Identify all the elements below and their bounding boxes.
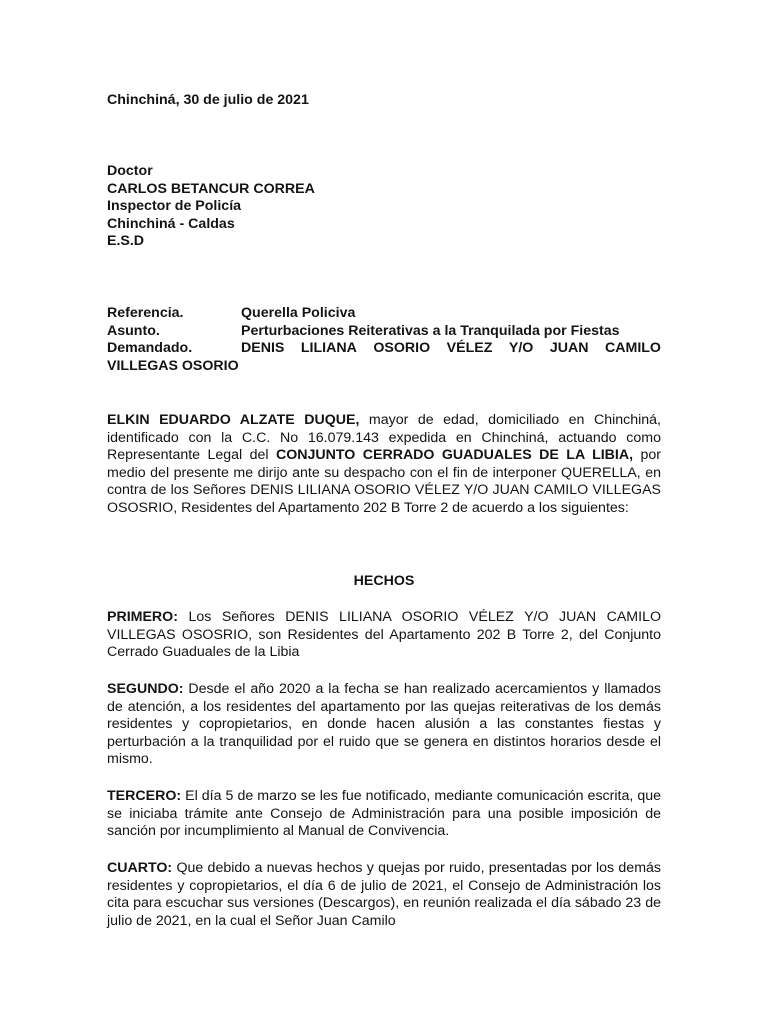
date-line: Chinchiná, 30 de julio de 2021 [107,92,309,108]
claimant-name: ELKIN EDUARDO ALZATE DUQUE, [107,412,360,428]
reference-block [107,305,661,375]
organization-name: CONJUNTO CERRADO GUADUALES DE LA LIBIA, [275,447,634,464]
addressee-esd: E.S.D [107,233,145,250]
fact-paragraph [107,788,661,841]
fact-paragraph [107,609,661,662]
intro-paragraph [107,412,661,518]
fact-paragraph [107,681,661,769]
intro-text-1: mayor de edad, domiciliado en Chinchiná, identificado con la C.C. No 16.079.143 expedida en Chinchiná, actuando como Representante Legal del [107,412,661,464]
fact-text: Desde el año 2020 a la fecha se han realizado acercamientos y llamados de atención, a los residentes del apartamento por las quejas reiterativas de los demás residentes y copropietarios, en donde hacen alusión a las constantes fiestas y perturbación a la tranquilidad por el ruido que se genera en distintos horarios desde el mismo. [107,681,661,768]
subject-value: Perturbaciones Reiterativas a la Tranquilada por Fiestas [241,322,620,339]
fact-label: TERCERO: [107,788,182,804]
fact-label: CUARTO: [107,860,173,876]
defendant-row [107,340,661,358]
fact-label: SEGUNDO: [107,681,184,697]
defendant-word: OSORIO [373,340,431,357]
defendant-label: Demandado. [107,340,193,357]
reference-row [107,305,661,323]
intro-text-2: por medio del presente me dirijo ante su despacho con el fin de interponer QUERELLA, en contra de los Señores DENIS LILIANA OSORIO VÉLEZ Y/O JUAN CAMILO VILLEGAS OSOSRIO, Residentes del Apartamento 202 B Torre 2 de acuerdo a los siguientes: [107,447,661,516]
fact-text: Los Señores DENIS LILIANA OSORIO VÉLEZ Y/O JUAN CAMILO VILLEGAS OSOSRIO, son Residentes del Apartamento 202 B Torre 2, del Conjunto Cerrado Guaduales de la Libia [107,609,661,661]
addressee-title: Doctor [107,163,153,179]
fact-text: El día 5 de marzo se les fue notificado, mediante comunicación escrita, que se iniciaba trámite ante Consejo de Administración para una posible imposición de sanción por incumplimiento al Manual de Convivencia. [107,788,661,840]
subject-label: Asunto. [107,322,160,339]
defendant-line1 [241,340,661,358]
addressee-name: CARLOS BETANCUR CORREA [107,180,315,197]
fact-text: Que debido a nuevas hechos y quejas por ruido, presentadas por los demás residentes y copropietarios, el día 6 de julio de 2021, el Consejo de Administración los cita para escuchar sus versiones (Descargos), en reunión realizada el día sábado 23 de julio de 2021, en la cual el Señor Juan Camilo [107,860,661,929]
defendant-word: LILIANA [300,340,357,357]
defendant-line2: VILLEGAS OSORIO [107,357,239,374]
subject-row [107,323,661,341]
defendant-word: DENIS [241,340,285,357]
section-title: HECHOS [353,573,415,589]
defendant-word: JUAN [549,340,589,357]
reference-value: Querella Policiva [241,305,356,321]
addressee-position: Inspector de Policía [107,198,242,215]
reference-label: Referencia. [107,305,184,321]
fact-paragraph [107,860,661,930]
defendant-word: Y/O [508,340,534,357]
fact-label: PRIMERO: [107,609,178,625]
addressee-block [107,163,661,251]
defendant-word: CAMILO [605,340,661,357]
defendant-word: VÉLEZ [446,340,493,357]
addressee-place: Chinchiná - Caldas [107,215,235,232]
